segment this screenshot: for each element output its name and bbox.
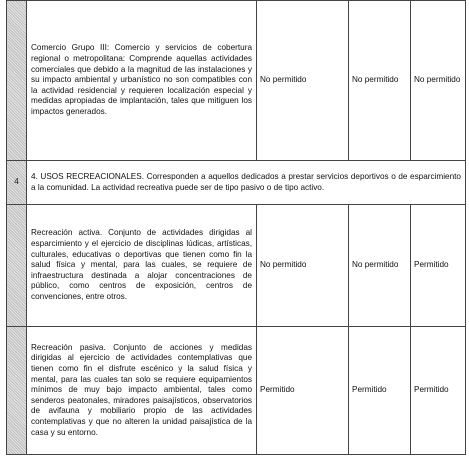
status-cell-3 bbox=[411, 205, 466, 327]
usage-description: Recreación activa. Conjunto de actividades dirigidas al esparcimiento y el ejercicio de disciplinas lúdicas, artísticas, culturales, educativas o deportivas que tienen como fin la salud física y mental, para las cuales, se requiere de infraestructura destinada a alojar concentraciones de público, como centros de exposición, centros de convenciones, entre otros. bbox=[31, 228, 252, 301]
section-text: 4. USOS RECREACIONALES. Corresponden a aquellos dedicados a prestar servicios deportivos o de esparcimiento a la comunidad. La actividad recreativa puede ser de tipo pasivo o de tipo activo. bbox=[31, 171, 461, 192]
row-margin-cell bbox=[7, 1, 27, 161]
status-cell-2 bbox=[349, 327, 411, 455]
table-row-commerce-group-iii bbox=[7, 1, 466, 161]
status-text: Permitido bbox=[414, 260, 449, 270]
status-text: No permitido bbox=[260, 260, 307, 270]
status-text: Permitido bbox=[260, 385, 295, 395]
status-text: No permitido bbox=[260, 75, 307, 85]
status-text: No permitido bbox=[414, 75, 461, 85]
usage-description: Comercio Grupo III: Comercio y servicios de cobertura regional o metropolitana: Comprende aquellas actividades comerciales que debido a la magnitud de las instalaciones y su impacto ambiental y urbanístico no son compatibles con la actividad residencial y requieren localización especial y medidas apropiadas de implantación, tales que mitiguen los impactos generados. bbox=[31, 43, 252, 116]
table-row-passive-recreation bbox=[7, 327, 466, 455]
section-header-row bbox=[7, 161, 466, 205]
usage-description-cell bbox=[27, 205, 257, 327]
status-cell-1 bbox=[257, 205, 349, 327]
status-text: Permitido bbox=[352, 385, 387, 395]
section-number-cell bbox=[7, 161, 27, 205]
status-cell-2 bbox=[349, 1, 411, 161]
status-text: No permitido bbox=[352, 75, 399, 85]
usage-description-cell bbox=[27, 1, 257, 161]
usage-description-cell bbox=[27, 327, 257, 455]
usage-description: Recreación pasiva. Conjunto de acciones y medidas dirigidas al ejercicio de actividades contemplativas que tienen como fin el disfrute escénico y la salud física y mental, para las cuales tan solo se requiere equipamientos mínimos de muy bajo impacto ambiental, tales como senderos peatonales, miradores paisajísticos, observatorios de avifauna y mobiliario propio de las actividades contemplativas y que no alteren la unidad paisajística de la casa y su entorno. bbox=[31, 342, 252, 437]
status-cell-3 bbox=[411, 327, 466, 455]
row-margin-cell bbox=[7, 205, 27, 327]
status-cell-1 bbox=[257, 1, 349, 161]
status-cell-1 bbox=[257, 327, 349, 455]
section-text-cell bbox=[27, 161, 466, 205]
status-text: No permitido bbox=[352, 260, 399, 270]
status-text: Permitido bbox=[414, 385, 449, 395]
status-cell-3 bbox=[411, 1, 466, 161]
land-use-table bbox=[6, 0, 466, 455]
section-number: 4 bbox=[14, 177, 19, 187]
status-cell-2 bbox=[349, 205, 411, 327]
row-margin-cell bbox=[7, 327, 27, 455]
table-row-active-recreation bbox=[7, 205, 466, 327]
